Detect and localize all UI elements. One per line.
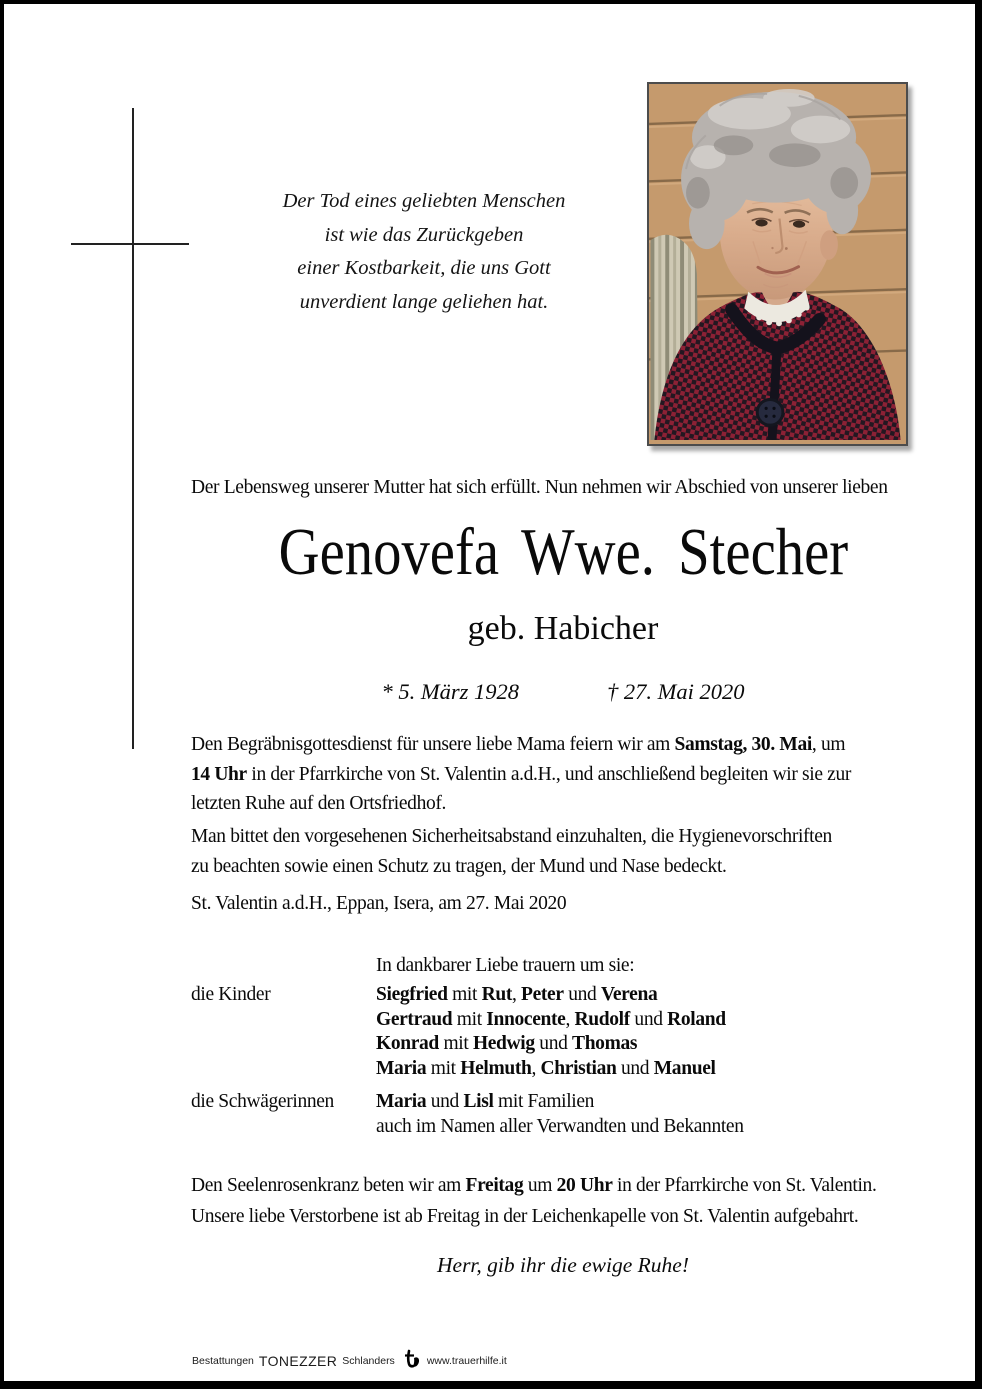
- text-line: Unsere liebe Verstorbene ist ab Freitag in der Leichenkapelle von St. Valentin aufgebahrt.: [191, 1205, 859, 1227]
- intro-line: Der Lebensweg unserer Mutter hat sich erfüllt. Nun nehmen wir Abschied von unserer lieben: [191, 477, 888, 498]
- text-line: ist wie das Zurückgeben: [324, 223, 524, 246]
- birth-date: * 5. März 1928: [381, 679, 519, 704]
- mourners-row-children: [191, 983, 744, 1081]
- cross-vertical-bar: [132, 108, 134, 749]
- trauerhilfe-logo-icon: [403, 1349, 419, 1373]
- hygiene-notice: [191, 822, 832, 881]
- text-line: Maria und Lisl mit Familien: [376, 1091, 595, 1112]
- funeral-home-prefix: Bestattungen: [192, 1355, 254, 1367]
- opening-verse: [164, 185, 684, 319]
- funeral-home-city: Schlanders: [342, 1355, 395, 1367]
- text-line: letzten Ruhe auf den Ortsfriedhof.: [191, 793, 447, 814]
- mourner-group-label: die Schwägerinnen: [191, 1091, 334, 1112]
- text-line: Der Tod eines geliebten Menschen: [282, 190, 566, 212]
- maiden-name: geb. Habicher: [467, 610, 659, 647]
- funeral-home-brand: TONEZZER: [258, 1353, 338, 1369]
- text-line: unverdient lange geliehen hat.: [299, 290, 549, 313]
- deceased-name-text: Genovefa Wwe. Stecher: [278, 514, 848, 590]
- mourner-names: [376, 1090, 744, 1139]
- mourner-names: [376, 983, 726, 1081]
- rosary-notice: [191, 1171, 876, 1232]
- place-date-line: St. Valentin a.d.H., Eppan, Isera, am 27. Mai 2020: [191, 893, 567, 914]
- text-line: Man bittet den vorgesehenen Sicherheitsabstand einzuhalten, die Hygienevorschriften: [191, 826, 832, 847]
- text-line: Siegfried mit Rut, Peter und Verena: [376, 984, 658, 1005]
- funeral-announcement: [191, 730, 851, 819]
- mourner-group-label: die Kinder: [191, 984, 271, 1005]
- text-line: Gertraud mit Innocente, Rudolf und Roland: [376, 1008, 726, 1030]
- text-line: Den Begräbnisgottesdienst für unsere liebe Mama feiern wir am Samstag, 30. Mai, um: [191, 734, 846, 755]
- mourners-list: [191, 983, 744, 1139]
- death-date: † 27. Mai 2020: [607, 679, 745, 704]
- life-dates: [191, 679, 935, 705]
- portrait-illustration: [649, 84, 906, 440]
- text-line: einer Kostbarkeit, die uns Gott: [297, 257, 551, 279]
- text-line: Konrad mit Hedwig und Thomas: [376, 1033, 638, 1054]
- mourning-intro: In dankbarer Liebe trauern um sie:: [376, 955, 635, 976]
- text-line: Maria mit Helmuth, Christian und Manuel: [376, 1057, 716, 1079]
- website-url: www.trauerhilfe.it: [426, 1355, 507, 1367]
- text-line: 14 Uhr in der Pfarrkirche von St. Valentin a.d.H., und anschließend begleiten wir sie zur: [191, 763, 852, 785]
- footer: [192, 1349, 507, 1373]
- portrait-photo: [647, 82, 908, 446]
- text-line: zu beachten sowie einen Schutz zu tragen, der Mund und Nase bedeckt.: [191, 855, 727, 877]
- deceased-name: [121, 516, 982, 589]
- mourners-row-sisters-in-law: [191, 1090, 744, 1139]
- closing-prayer: Herr, gib ihr die ewige Ruhe!: [437, 1253, 689, 1277]
- text-line: auch im Namen aller Verwandten und Bekannten: [376, 1115, 744, 1137]
- cardigan-button: [757, 399, 783, 425]
- text-line: Den Seelenrosenkranz beten wir am Freitag um 20 Uhr in der Pfarrkirche von St. Valentin.: [191, 1175, 877, 1196]
